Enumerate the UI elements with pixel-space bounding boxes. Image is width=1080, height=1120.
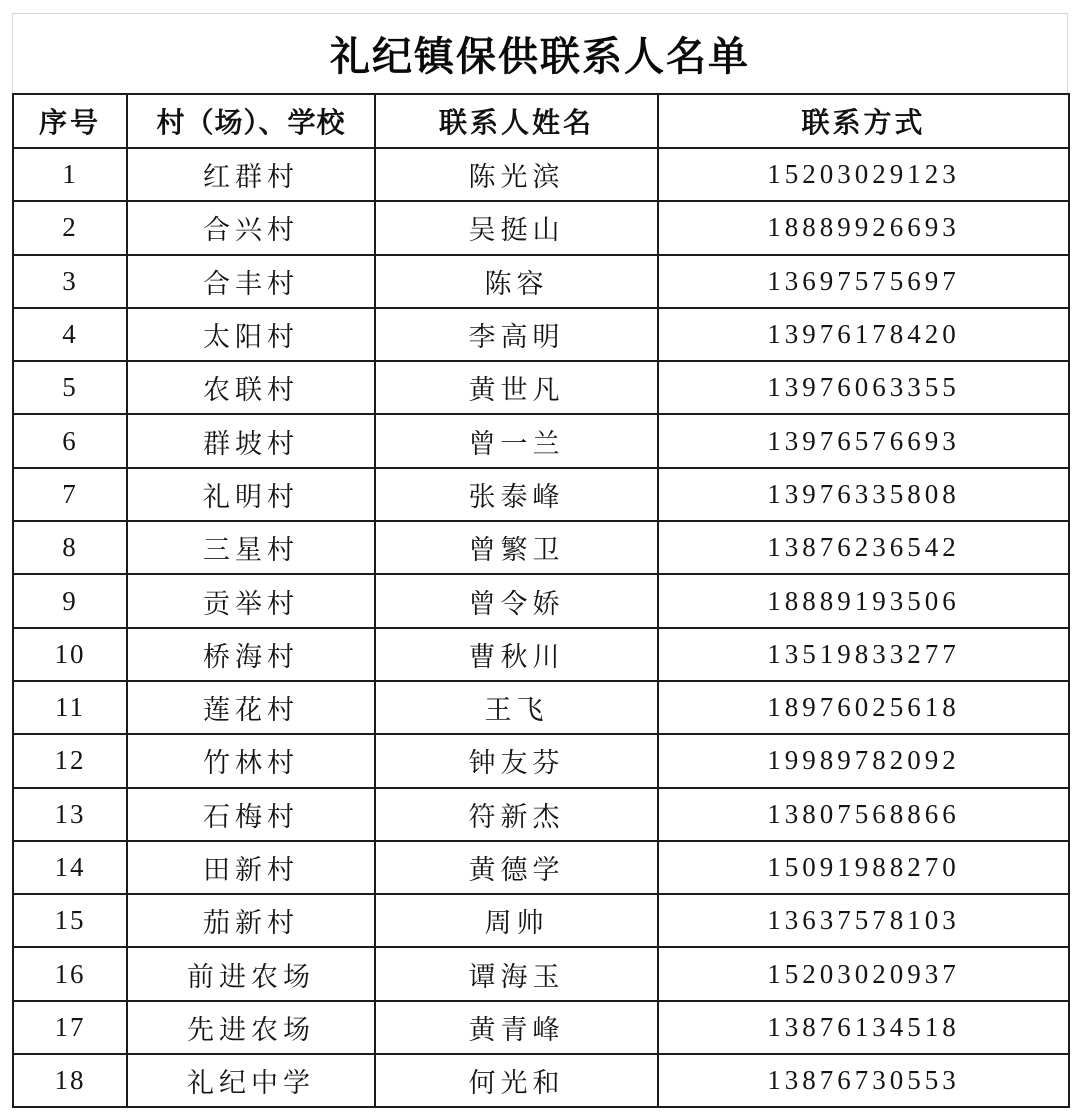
title-cell — [12, 13, 1068, 93]
table-row — [13, 894, 1069, 947]
row-contact-phone: 18889193506 — [658, 574, 1069, 627]
table-row — [13, 947, 1069, 1000]
row-contact-phone: 13807568866 — [658, 788, 1069, 841]
table-row — [13, 681, 1069, 734]
row-unit: 太阳村 — [127, 308, 375, 361]
table-row — [13, 468, 1069, 521]
row-contact-phone: 13876134518 — [658, 1001, 1069, 1054]
row-contact-phone: 15203020937 — [658, 947, 1069, 1000]
header-row — [13, 94, 1069, 148]
row-unit: 茄新村 — [127, 894, 375, 947]
row-number: 1 — [13, 148, 127, 201]
row-contact-phone: 18889926693 — [658, 201, 1069, 254]
row-contact-name: 黄青峰 — [375, 1001, 658, 1054]
row-number: 3 — [13, 255, 127, 308]
row-number: 8 — [13, 521, 127, 574]
contact-list-sheet — [12, 13, 1068, 1108]
row-number: 4 — [13, 308, 127, 361]
row-contact-phone: 13876236542 — [658, 521, 1069, 574]
contact-table — [12, 93, 1070, 1108]
row-unit: 农联村 — [127, 361, 375, 414]
row-number: 13 — [13, 788, 127, 841]
row-unit: 先进农场 — [127, 1001, 375, 1054]
table-body — [13, 148, 1069, 1107]
row-number: 18 — [13, 1054, 127, 1107]
row-number: 2 — [13, 201, 127, 254]
row-contact-phone: 13697575697 — [658, 255, 1069, 308]
row-unit: 前进农场 — [127, 947, 375, 1000]
row-unit: 莲花村 — [127, 681, 375, 734]
document-title: 礼纪镇保供联系人名单 — [330, 33, 750, 80]
row-contact-phone: 13976178420 — [658, 308, 1069, 361]
row-contact-name: 黄德学 — [375, 841, 658, 894]
row-contact-phone: 15203029123 — [658, 148, 1069, 201]
table-row — [13, 308, 1069, 361]
row-unit: 三星村 — [127, 521, 375, 574]
row-contact-phone: 13876730553 — [658, 1054, 1069, 1107]
row-number: 12 — [13, 734, 127, 787]
row-contact-name: 张泰峰 — [375, 468, 658, 521]
row-number: 11 — [13, 681, 127, 734]
row-unit: 竹林村 — [127, 734, 375, 787]
row-number: 17 — [13, 1001, 127, 1054]
row-number: 10 — [13, 628, 127, 681]
row-contact-name: 李高明 — [375, 308, 658, 361]
row-unit: 贡举村 — [127, 574, 375, 627]
row-contact-phone: 13519833277 — [658, 628, 1069, 681]
table-row — [13, 361, 1069, 414]
row-contact-phone: 13637578103 — [658, 894, 1069, 947]
row-contact-name: 符新杰 — [375, 788, 658, 841]
row-contact-name: 何光和 — [375, 1054, 658, 1107]
table-row — [13, 1001, 1069, 1054]
table-row — [13, 201, 1069, 254]
row-number: 7 — [13, 468, 127, 521]
row-contact-phone: 13976063355 — [658, 361, 1069, 414]
header-contact-name: 联系人姓名 — [375, 94, 658, 148]
header-unit: 村（场）、学校 — [127, 94, 375, 148]
table-row — [13, 734, 1069, 787]
row-contact-phone: 19989782092 — [658, 734, 1069, 787]
row-unit: 合兴村 — [127, 201, 375, 254]
row-unit: 石梅村 — [127, 788, 375, 841]
row-contact-name: 钟友芬 — [375, 734, 658, 787]
table-row — [13, 788, 1069, 841]
table-row — [13, 521, 1069, 574]
row-contact-phone: 15091988270 — [658, 841, 1069, 894]
row-unit: 田新村 — [127, 841, 375, 894]
row-contact-phone: 18976025618 — [658, 681, 1069, 734]
row-contact-name: 曾一兰 — [375, 414, 658, 467]
row-unit: 红群村 — [127, 148, 375, 201]
table-row — [13, 841, 1069, 894]
table-row — [13, 255, 1069, 308]
row-number: 6 — [13, 414, 127, 467]
table-row — [13, 414, 1069, 467]
table-row — [13, 1054, 1069, 1107]
table-row — [13, 574, 1069, 627]
row-unit: 桥海村 — [127, 628, 375, 681]
row-contact-name: 黄世凡 — [375, 361, 658, 414]
row-unit: 合丰村 — [127, 255, 375, 308]
row-unit: 群坡村 — [127, 414, 375, 467]
row-contact-name: 曾繁卫 — [375, 521, 658, 574]
table-row — [13, 148, 1069, 201]
row-contact-name: 谭海玉 — [375, 947, 658, 1000]
row-contact-name: 曹秋川 — [375, 628, 658, 681]
row-contact-name: 周帅 — [375, 894, 658, 947]
row-contact-name: 吴挺山 — [375, 201, 658, 254]
row-number: 9 — [13, 574, 127, 627]
row-unit: 礼明村 — [127, 468, 375, 521]
row-number: 16 — [13, 947, 127, 1000]
row-contact-name: 曾令娇 — [375, 574, 658, 627]
row-number: 15 — [13, 894, 127, 947]
row-contact-name: 陈光滨 — [375, 148, 658, 201]
row-contact-name: 王飞 — [375, 681, 658, 734]
row-number: 5 — [13, 361, 127, 414]
row-contact-name: 陈容 — [375, 255, 658, 308]
row-contact-phone: 13976576693 — [658, 414, 1069, 467]
row-number: 14 — [13, 841, 127, 894]
header-no: 序号 — [13, 94, 127, 148]
row-contact-phone: 13976335808 — [658, 468, 1069, 521]
header-contact-phone: 联系方式 — [658, 94, 1069, 148]
table-row — [13, 628, 1069, 681]
row-unit: 礼纪中学 — [127, 1054, 375, 1107]
